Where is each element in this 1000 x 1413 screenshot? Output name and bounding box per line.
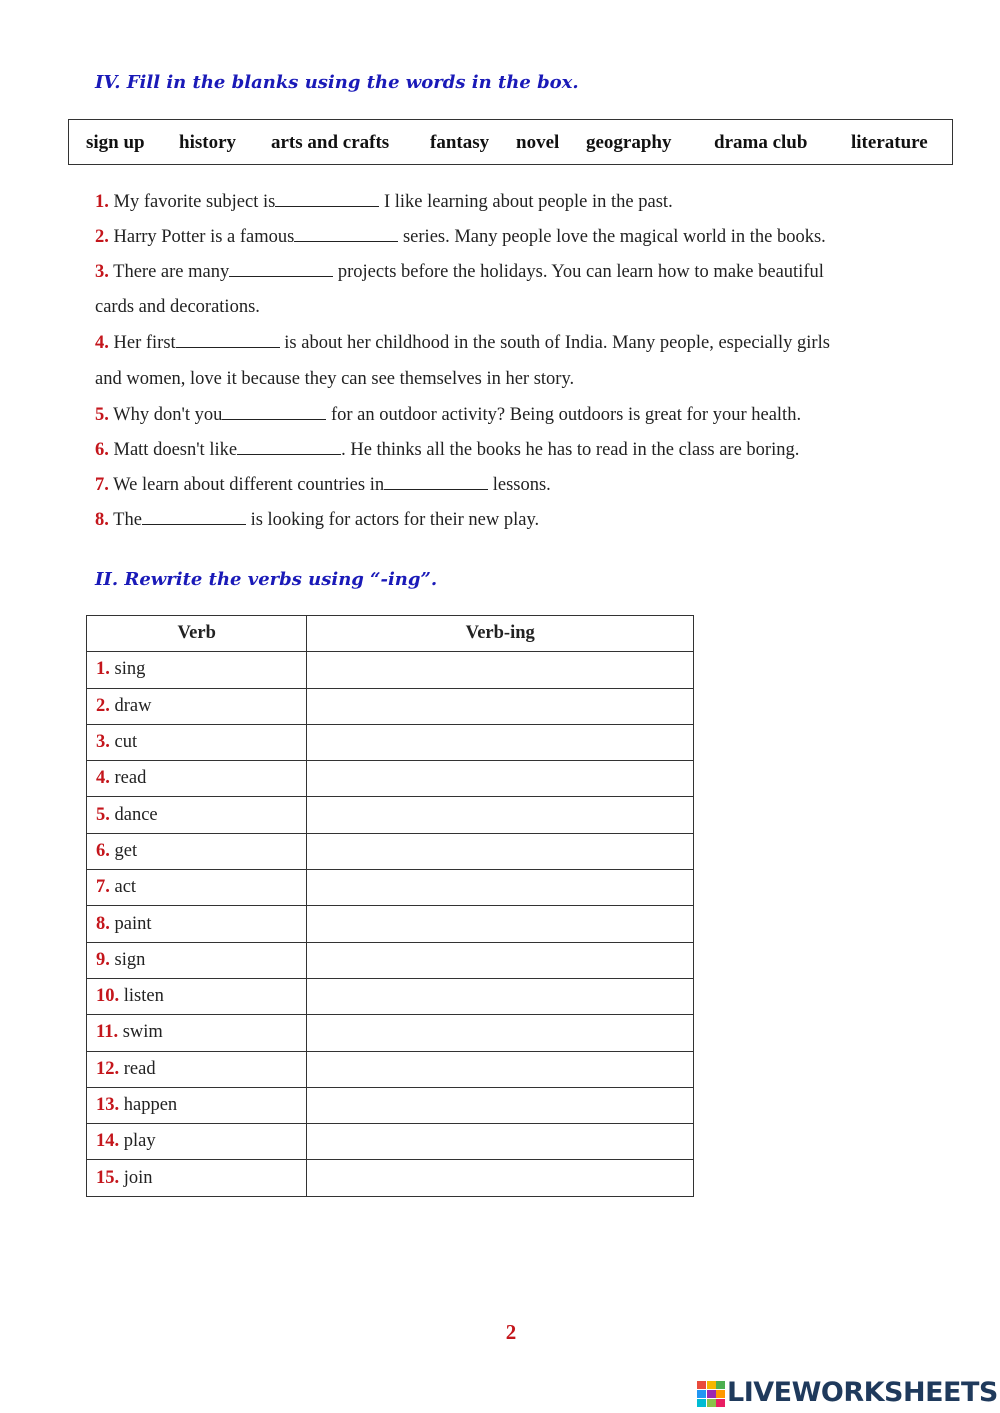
table-row: [87, 1087, 694, 1123]
column-header-verb: Verb: [87, 616, 307, 652]
table-row: [87, 1051, 694, 1087]
table-header-row: [87, 616, 694, 652]
verb-text: read: [114, 768, 147, 789]
question-text-after: for an outdoor activity? Being outdoors is great for your health.: [326, 405, 802, 425]
question-text-before: Matt doesn't like: [108, 440, 238, 460]
row-number: 2.: [96, 695, 110, 716]
verb-cell: [87, 1015, 307, 1051]
question-3: [95, 262, 927, 283]
question-text-after: is about her childhood in the south of India. Many people, especially girls: [279, 333, 830, 353]
word-box-item: fantasy: [430, 132, 490, 153]
verb-ing-answer-cell[interactable]: [307, 870, 694, 906]
verb-text: swim: [122, 1022, 163, 1043]
answer-blank[interactable]: [384, 475, 488, 490]
question-text-before: The: [108, 510, 142, 530]
verb-text: dance: [114, 804, 158, 825]
answer-blank[interactable]: [275, 192, 379, 207]
liveworksheets-logo-icon: [697, 1381, 725, 1407]
question-text-after: projects before the holidays. You can learn how to make beautiful: [333, 262, 824, 282]
question-5: [95, 405, 927, 426]
verb-cell: [87, 652, 307, 688]
table-row: [87, 942, 694, 978]
table-row: [87, 906, 694, 942]
table-row: [87, 724, 694, 760]
question-number: 5.: [95, 405, 109, 425]
verb-text: read: [123, 1058, 156, 1079]
table-row: [87, 688, 694, 724]
verb-cell: [87, 1160, 307, 1196]
word-box-item: history: [179, 132, 236, 153]
question-6: [95, 440, 927, 461]
row-number: 10.: [96, 986, 120, 1007]
word-box-item: sign up: [86, 132, 145, 153]
table-row: [87, 1160, 694, 1196]
answer-blank[interactable]: [294, 227, 398, 242]
question-text-before: Why don't you: [108, 405, 223, 425]
verb-ing-answer-cell[interactable]: [307, 724, 694, 760]
table-row: [87, 1015, 694, 1051]
verb-cell: [87, 942, 307, 978]
row-number: 3.: [96, 732, 110, 753]
verb-text: sign: [114, 949, 146, 970]
answer-blank[interactable]: [176, 333, 280, 348]
table-row: [87, 652, 694, 688]
answer-blank[interactable]: [229, 262, 333, 277]
verb-text: draw: [114, 695, 152, 716]
section-2-title: II. Rewrite the verbs using “-ing”.: [95, 569, 438, 590]
question-4: [95, 333, 927, 354]
verb-ing-answer-cell[interactable]: [307, 1124, 694, 1160]
verb-ing-answer-cell[interactable]: [307, 761, 694, 797]
question-text-after: is looking for actors for their new play.: [245, 510, 540, 530]
verb-cell: [87, 870, 307, 906]
verb-cell: [87, 1051, 307, 1087]
word-box-item: drama club: [714, 132, 808, 153]
question-text-before: My favorite subject is: [108, 192, 276, 212]
verb-ing-answer-cell[interactable]: [307, 906, 694, 942]
verb-text: cut: [114, 732, 138, 753]
verb-ing-answer-cell[interactable]: [307, 797, 694, 833]
verb-cell: [87, 1087, 307, 1123]
question-number: 1.: [95, 192, 109, 212]
word-box-item: novel: [516, 132, 560, 153]
answer-blank[interactable]: [237, 440, 341, 455]
row-number: 8.: [96, 913, 110, 934]
word-box: [68, 119, 953, 165]
row-number: 14.: [96, 1131, 120, 1152]
table-row: [87, 833, 694, 869]
verb-ing-answer-cell[interactable]: [307, 1160, 694, 1196]
verb-ing-answer-cell[interactable]: [307, 1087, 694, 1123]
row-number: 1.: [96, 659, 110, 680]
verb-ing-answer-cell[interactable]: [307, 1051, 694, 1087]
word-box-item: literature: [851, 132, 928, 153]
verb-text: play: [123, 1131, 156, 1152]
table-row: [87, 1124, 694, 1160]
question-text-after: lessons.: [488, 475, 551, 495]
page-number: 2: [505, 1320, 517, 1344]
question-text-before: There are many: [108, 262, 230, 282]
verb-ing-answer-cell[interactable]: [307, 942, 694, 978]
row-number: 5.: [96, 804, 110, 825]
verb-text: listen: [123, 986, 164, 1007]
question-4-continuation: and women, love it because they can see themselves in her story.: [95, 369, 575, 389]
verb-ing-answer-cell[interactable]: [307, 652, 694, 688]
question-2: [95, 227, 927, 248]
question-text-before: We learn about different countries in: [108, 475, 385, 495]
table-row: [87, 978, 694, 1014]
verb-ing-answer-cell[interactable]: [307, 688, 694, 724]
question-text-after: series. Many people love the magical world in the books.: [398, 227, 826, 247]
row-number: 15.: [96, 1167, 120, 1188]
verb-text: paint: [114, 913, 152, 934]
verb-cell: [87, 761, 307, 797]
row-number: 11.: [96, 1022, 119, 1043]
verb-text: happen: [123, 1095, 178, 1115]
question-text-before: Her first: [108, 333, 176, 353]
row-number: 9.: [96, 949, 110, 970]
verb-text: join: [123, 1167, 153, 1188]
verb-cell: [87, 906, 307, 942]
verb-ing-answer-cell[interactable]: [307, 1015, 694, 1051]
question-number: 7.: [95, 475, 109, 495]
row-number: 12.: [96, 1058, 120, 1079]
row-number: 6.: [96, 840, 110, 861]
logo-text: LIVEWORKSHEETS: [727, 1377, 998, 1408]
verb-cell: [87, 797, 307, 833]
column-header-verb-ing: Verb-ing: [307, 616, 694, 652]
verb-text: sing: [114, 659, 146, 680]
question-3-continuation: cards and decorations.: [95, 297, 260, 317]
row-number: 7.: [96, 877, 110, 898]
question-7: [95, 475, 927, 496]
verb-cell: [87, 724, 307, 760]
answer-blank[interactable]: [142, 510, 246, 525]
question-number: 6.: [95, 440, 109, 460]
question-8: [95, 510, 927, 531]
verb-ing-answer-cell[interactable]: [307, 833, 694, 869]
verb-cell: [87, 978, 307, 1014]
verb-cell: [87, 688, 307, 724]
section-4-title: IV. Fill in the blanks using the words in the box.: [95, 72, 579, 93]
row-number: 13.: [96, 1095, 120, 1115]
verb-text: act: [114, 877, 137, 898]
table-row: [87, 870, 694, 906]
question-number: 3.: [95, 262, 109, 282]
table-row: [87, 761, 694, 797]
word-box-item: arts and crafts: [271, 132, 390, 153]
row-number: 4.: [96, 768, 110, 789]
question-text-after: I like learning about people in the past.: [379, 192, 673, 212]
verb-text: get: [114, 840, 138, 861]
question-text-after: . He thinks all the books he has to read in the class are boring.: [341, 440, 800, 460]
question-text-before: Harry Potter is a famous: [108, 227, 295, 247]
question-number: 2.: [95, 227, 109, 247]
answer-blank[interactable]: [222, 405, 326, 420]
question-number: 8.: [95, 510, 109, 530]
verb-cell: [87, 833, 307, 869]
verb-ing-answer-cell[interactable]: [307, 978, 694, 1014]
question-number: 4.: [95, 333, 109, 353]
verb-table: [86, 615, 694, 1197]
word-box-item: geography: [586, 132, 672, 153]
table-row: [87, 797, 694, 833]
verb-cell: [87, 1124, 307, 1160]
question-1: [95, 192, 927, 213]
